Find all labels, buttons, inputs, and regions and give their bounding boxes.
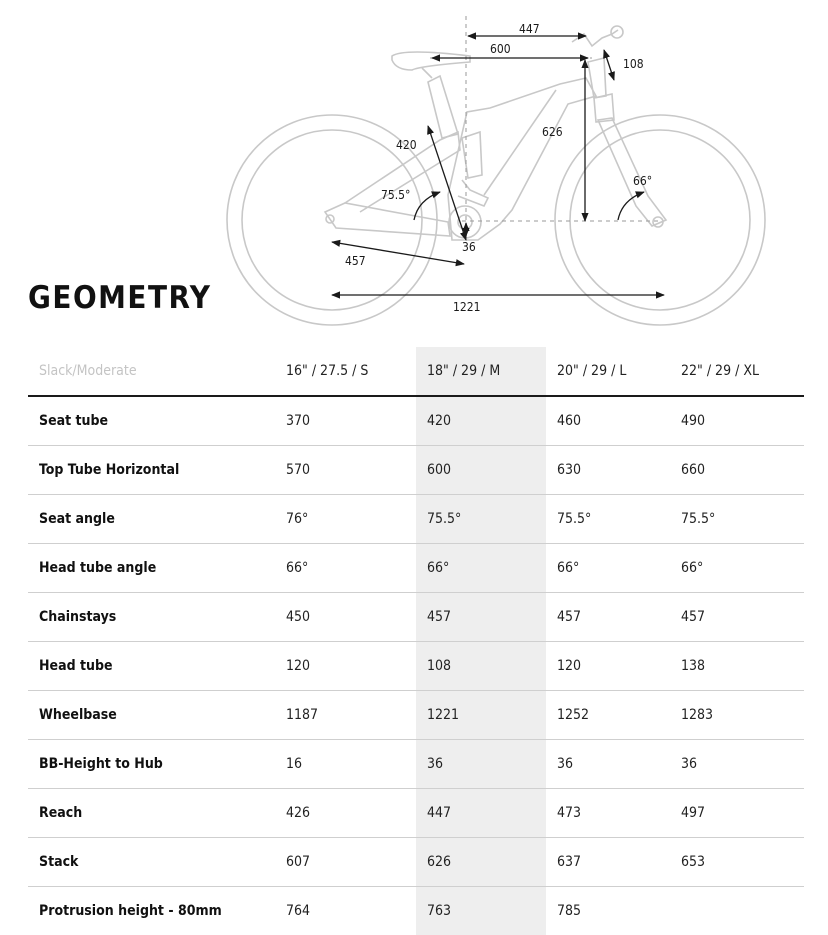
dim-label-bb-height: 36 <box>462 240 476 254</box>
table-cell: 138 <box>670 642 804 691</box>
table-cell: 490 <box>670 396 804 446</box>
table-cell: 370 <box>275 396 416 446</box>
table-row <box>28 593 804 642</box>
dim-label-head-angle: 66° <box>633 174 652 188</box>
table-cell: 75.5° <box>546 495 670 544</box>
table-cell: 600 <box>416 446 546 495</box>
table-row <box>28 544 804 593</box>
table-cell: 570 <box>275 446 416 495</box>
table-cell: 36 <box>546 740 670 789</box>
table-cell: 120 <box>275 642 416 691</box>
dim-label-seat-tube: 420 <box>396 138 417 152</box>
dim-label-chainstay: 457 <box>345 254 366 268</box>
front-wheel <box>555 115 765 325</box>
table-row <box>28 446 804 495</box>
table-row <box>28 495 804 544</box>
row-label: Chainstays <box>28 593 275 642</box>
row-label: Top Tube Horizontal <box>28 446 275 495</box>
table-cell: 763 <box>416 887 546 935</box>
table-cell: 120 <box>546 642 670 691</box>
table-cell: 1221 <box>416 691 546 740</box>
table-row <box>28 887 804 935</box>
table-cell: 66° <box>546 544 670 593</box>
table-cell: 66° <box>416 544 546 593</box>
table-cell <box>670 887 804 935</box>
row-label: Head tube angle <box>28 544 275 593</box>
table-header-row <box>28 347 804 396</box>
table-cell: 457 <box>416 593 546 642</box>
table-cell: 36 <box>670 740 804 789</box>
dim-label-reach: 447 <box>519 22 540 36</box>
size-column-header[interactable]: 18" / 29 / M <box>416 347 546 396</box>
dim-label-seat-angle: 75.5° <box>381 188 410 202</box>
table-row <box>28 691 804 740</box>
table-cell: 426 <box>275 789 416 838</box>
table-row <box>28 396 804 446</box>
size-column-header[interactable]: 16" / 27.5 / S <box>275 347 416 396</box>
row-label: Head tube <box>28 642 275 691</box>
table-cell: 16 <box>275 740 416 789</box>
table-cell: 473 <box>546 789 670 838</box>
table-cell: 1187 <box>275 691 416 740</box>
page-title: GEOMETRY <box>28 280 211 316</box>
table-cell: 607 <box>275 838 416 887</box>
table-cell: 1283 <box>670 691 804 740</box>
table-cell: 75.5° <box>416 495 546 544</box>
table-cell: 630 <box>546 446 670 495</box>
table-cell: 497 <box>670 789 804 838</box>
table-row <box>28 642 804 691</box>
row-label: Wheelbase <box>28 691 275 740</box>
table-cell: 764 <box>275 887 416 935</box>
dim-label-stack: 626 <box>542 125 563 139</box>
table-cell: 457 <box>546 593 670 642</box>
row-label: Protrusion height - 80mm <box>28 887 275 935</box>
table-cell: 66° <box>275 544 416 593</box>
dimension-lines <box>332 36 664 295</box>
table-cell: 76° <box>275 495 416 544</box>
table-cell: 626 <box>416 838 546 887</box>
dim-label-wheelbase: 1221 <box>453 300 480 314</box>
dim-label-top-tube: 600 <box>490 42 511 56</box>
table-cell: 637 <box>546 838 670 887</box>
row-label: Seat tube <box>28 396 275 446</box>
geometry-table <box>28 347 804 935</box>
table-row <box>28 740 804 789</box>
size-column-header[interactable]: 20" / 29 / L <box>546 347 670 396</box>
table-cell: 785 <box>546 887 670 935</box>
table-row <box>28 789 804 838</box>
dim-label-head-tube: 108 <box>623 57 644 71</box>
table-cell: 653 <box>670 838 804 887</box>
table-row <box>28 838 804 887</box>
table-cell: 36 <box>416 740 546 789</box>
table-cell: 75.5° <box>670 495 804 544</box>
table-cell: 66° <box>670 544 804 593</box>
row-label: Stack <box>28 838 275 887</box>
row-label: BB-Height to Hub <box>28 740 275 789</box>
table-cell: 460 <box>546 396 670 446</box>
size-column-header[interactable]: 22" / 29 / XL <box>670 347 804 396</box>
table-cell: 1252 <box>546 691 670 740</box>
geometry-variant-label: Slack/Moderate <box>28 347 275 396</box>
table-cell: 447 <box>416 789 546 838</box>
table-cell: 420 <box>416 396 546 446</box>
row-label: Seat angle <box>28 495 275 544</box>
table-cell: 450 <box>275 593 416 642</box>
row-label: Reach <box>28 789 275 838</box>
table-cell: 457 <box>670 593 804 642</box>
table-cell: 108 <box>416 642 546 691</box>
table-cell: 660 <box>670 446 804 495</box>
